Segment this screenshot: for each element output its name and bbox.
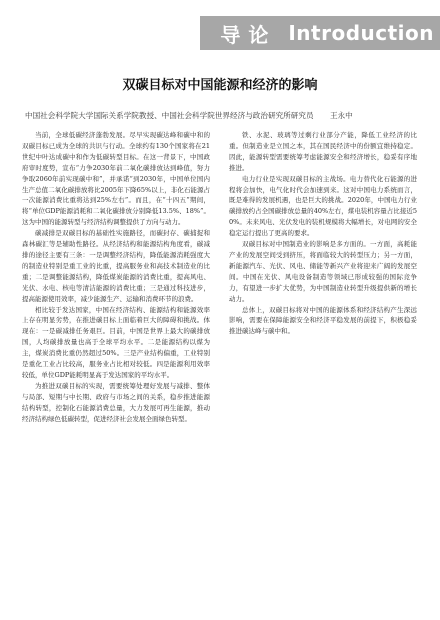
author-affiliation: 中国社会科学院大学国际关系学院教授、中国社会科学院世界经济与政治研究所研究员 [25, 111, 314, 120]
section-label-cn: 导 论 [220, 22, 269, 47]
body-paragraph: 相比较于发达国家，中国在经济结构、能源结构和能源效率上存在明显劣势，在推进碳目标上面临着巨大的障碍和挑战。体现在：一是碳减排任务艰巨。目前，中国是世界上最大的碳排放国，人均碳排放量也高于全球平均水平。二是能源结构以煤为主，煤炭消费比重仍然超过50%。三是产业结构偏重，工业特别是重化工业占比较高，服务业占比相对较低。四是能源利用效率较低，单位GDP能耗明显高于发达国家的平均水平。 [22, 305, 210, 379]
section-banner [200, 16, 440, 50]
body-column-left [22, 130, 210, 614]
body-column-right [229, 130, 417, 614]
body-paragraph: 电力行业是实现双碳目标的主战场。电力替代化石能源的进程将会加快，电气化时代会加速到来。这对中国电力系统而言，既是难得的发展机遇，也是巨大的挑战。2020年，中国电力行业碳排放约占全国碳排放总量的40%左右，煤电装机容量占比接近50%。未来风电、光伏发电的装机规模将大幅增长，对电网的安全稳定运行提出了更高的要求。 [229, 174, 417, 238]
author-name: 王永中 [329, 111, 353, 120]
body-paragraph: 当前，全球低碳经济蓬勃发展。尽早实现碳达峰和碳中和的双碳目标已成为全球的共识与行动。全球约有130个国家将在21世纪中叶达成碳中和作为低碳转型目标。在这一背景下，中国政府审时度势，宣布“力争2030年前二氧化碳排放达到峰值，努力争取2060年前实现碳中和”，并承诺“到2030年，中国单位国内生产总值二氧化碳排放将比2005年下降65%以上，非化石能源占一次能源消费比重将达到25%左右”。而且，在“十四五”期间，将“单位GDP能源消耗和二氧化碳排放分别降低13.5%、18%”。这为中国的能源转型与经济结构调整提供了方向与动力。 [22, 131, 210, 227]
article-title: 双碳目标对中国能源和经济的影响 [122, 78, 318, 93]
section-separator [275, 21, 282, 45]
body-paragraph: 铁、水泥、玻璃等过剩行业部分产能，降低工业经济的比重。但制造业是立国之本，其在国民经济中的份额宜维持稳定。因此，能源转型需要统筹考虑能源安全和经济增长，稳妥有序地推进。 [229, 131, 417, 172]
body-paragraph: 碳减排是双碳目标的基础性实施路径，而碳封存、碳捕捉和森林碳汇等是辅助性路径。从经济结构和能源结构角度看，碳减排的途径主要有三条：一是调整经济结构，降低能源消耗强度大的制造业特别是重工业的比重，提高服务业和高技术制造业的比重；二是调整能源结构，降低煤炭能源的消费比重，提高风电、光伏、水电、核电等清洁能源的消费比重；三是通过科技进步，提高能源使用效率，减少能源生产、运输和消费环节的浪费。 [22, 229, 210, 303]
body-paragraph: 双碳目标对中国制造业的影响是多方面的。一方面，高耗能产业的发展空间受到挤压，将面临较大的转型压力；另一方面，新能源汽车、光伏、风电、储能等新兴产业将迎来广阔的发展空间。中国在光伏、风电设备制造等领域已形成较强的国际竞争力，有望进一步扩大优势，为中国制造业转型升级提供新的增长动力。 [229, 240, 417, 303]
author-line [25, 110, 415, 121]
body-paragraph: 总体上，双碳目标将对中国的能源体系和经济结构产生深远影响，需要在保障能源安全和经济平稳发展的前提下，积极稳妥推进碳达峰与碳中和。 [229, 305, 417, 336]
body-paragraph: 为推进双碳目标的实现，需要统筹处理好发展与减排、整体与局部、短期与中长期、政府与市场之间的关系，稳步推进能源结构转型，控制化石能源消费总量，大力发展可再生能源，推动经济结构绿色低碳转型，促进经济社会发展全面绿色转型。 [22, 381, 210, 423]
section-label-en: Introduction [288, 21, 434, 45]
